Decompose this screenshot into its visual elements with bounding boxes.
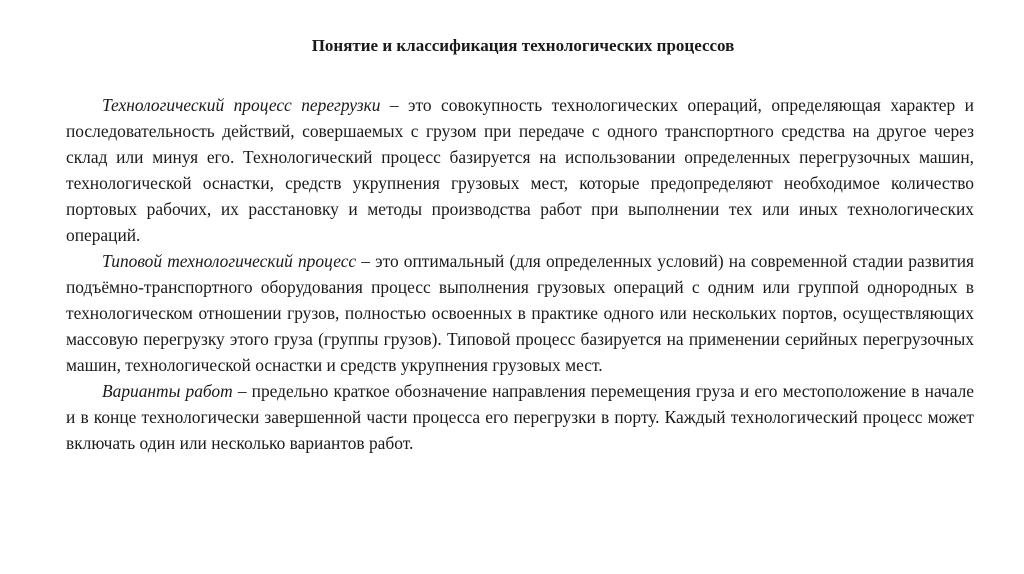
paragraph-body: – предельно краткое обозначение направления перемещения груза и его местоположение в начале и в конце технологически завершенной части процесса его перегрузки в порту. Каждый технологический процесс может включать один или несколько вариантов работ. xyxy=(66,381,974,453)
term-work-variants: Варианты работ xyxy=(102,381,233,401)
document-page xyxy=(66,36,974,456)
paragraph-transshipment-process xyxy=(66,92,974,248)
term-transshipment-process: Технологический процесс перегрузки xyxy=(102,95,381,115)
paragraph-body: – это совокупность технологических операций, определяющая характер и последовательность действий, совершаемых с грузом при передаче с одного транспортного средства на другое через склад или минуя его. Технологический процесс базируется на использовании определенных перегрузочных машин, технологической оснастки, средств укрупнения грузовых мест, которые предопределяют необходимое количество портовых рабочих, их расстановку и методы производства работ при выполнении тех или иных технологических операций. xyxy=(66,95,974,245)
term-typical-process: Типовой технологический процесс xyxy=(102,251,357,271)
page-title: Понятие и классификация технологических процессов xyxy=(311,36,735,55)
paragraph-typical-process xyxy=(66,248,974,378)
paragraph-work-variants xyxy=(66,378,974,456)
paragraph-body: – это оптимальный (для определенных условий) на современной стадии развития подъёмно-транспортного оборудования процесс выполнения грузовых операций с одним или группой однородных в технологическом отношении грузов, полностью освоенных в практике одного или нескольких портов, осуществляющих массовую перегрузку этого груза (группы грузов). Типовой процесс базируется на применении серийных перегрузочных машин, технологической оснастки и средств укрупнения грузовых мест. xyxy=(66,251,975,375)
